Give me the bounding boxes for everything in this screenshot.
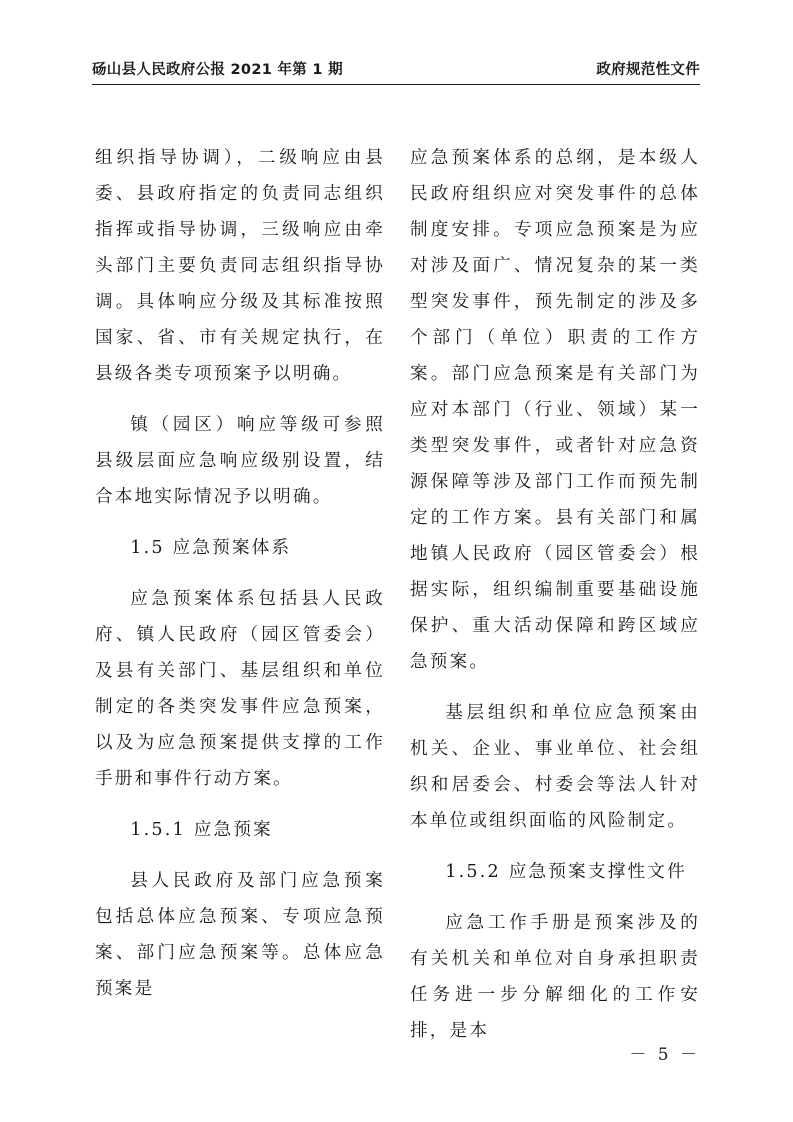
page-number: － 5 － <box>629 1045 700 1065</box>
paragraph: 基层组织和单位应急预案由机关、企业、事业单位、社会组织和居委会、村委会等法人针对本单位或组织面临的风险制定。 <box>410 703 700 831</box>
paragraph: 应急工作手册是预案涉及的有关机关和单位对自身承担职责任务进一步分解细化的工作安排，是本 <box>410 913 700 1041</box>
paragraph: 县人民政府及部门应急预案包括总体应急预案、专项应急预案、部门应急预案等。总体应急预案是 <box>95 871 385 999</box>
paragraph: 镇（园区）响应等级可参照县级层面应急响应级别设置，结合本地实际情况予以明确。 <box>95 415 385 507</box>
left-column <box>95 140 385 1007</box>
bulletin-title: 砀山县人民政府公报 2021 年第 1 期 <box>92 62 343 78</box>
paragraph: 组织指导协调），二级响应由县委、县政府指定的负责同志组织指挥或指导协调，三级响应由牵头部门主要负责同志组织指导协调。具体响应分级及其标准按照国家、省、市有关规定执行，在县级各类专项预案予以明确。 <box>95 148 385 384</box>
subsection-heading: 1.5.1 应急预案 <box>130 820 273 840</box>
right-column <box>410 140 700 1049</box>
header-rule <box>92 84 700 85</box>
paragraph: 应急预案体系的总纲，是本级人民政府组织应对突发事件的总体制度安排。专项应急预案是为应对涉及面广、情况复杂的某一类型突发事件，预先制定的涉及多个部门（单位）职责的工作方案。部门应急预案是有关部门为应对本部门（行业、领域）某一类型突发事件，或者针对应急资源保障等涉及部门工作而预先制定的工作方案。县有关部门和属地镇人民政府（园区管委会）根据实际，组织编制重要基础设施保护、重大活动保障和跨区域应急预案。 <box>410 148 700 672</box>
section-heading: 1.5 应急预案体系 <box>130 538 292 558</box>
paragraph: 应急预案体系包括县人民政府、镇人民政府（园区管委会）及县有关部门、基层组织和单位制定的各类突发事件应急预案，以及为应急预案提供支撑的工作手册和事件行动方案。 <box>95 589 385 789</box>
page-header <box>92 58 700 80</box>
document-category: 政府规范性文件 <box>596 62 700 78</box>
subsection-heading: 1.5.2 应急预案支撑性文件 <box>445 862 687 882</box>
